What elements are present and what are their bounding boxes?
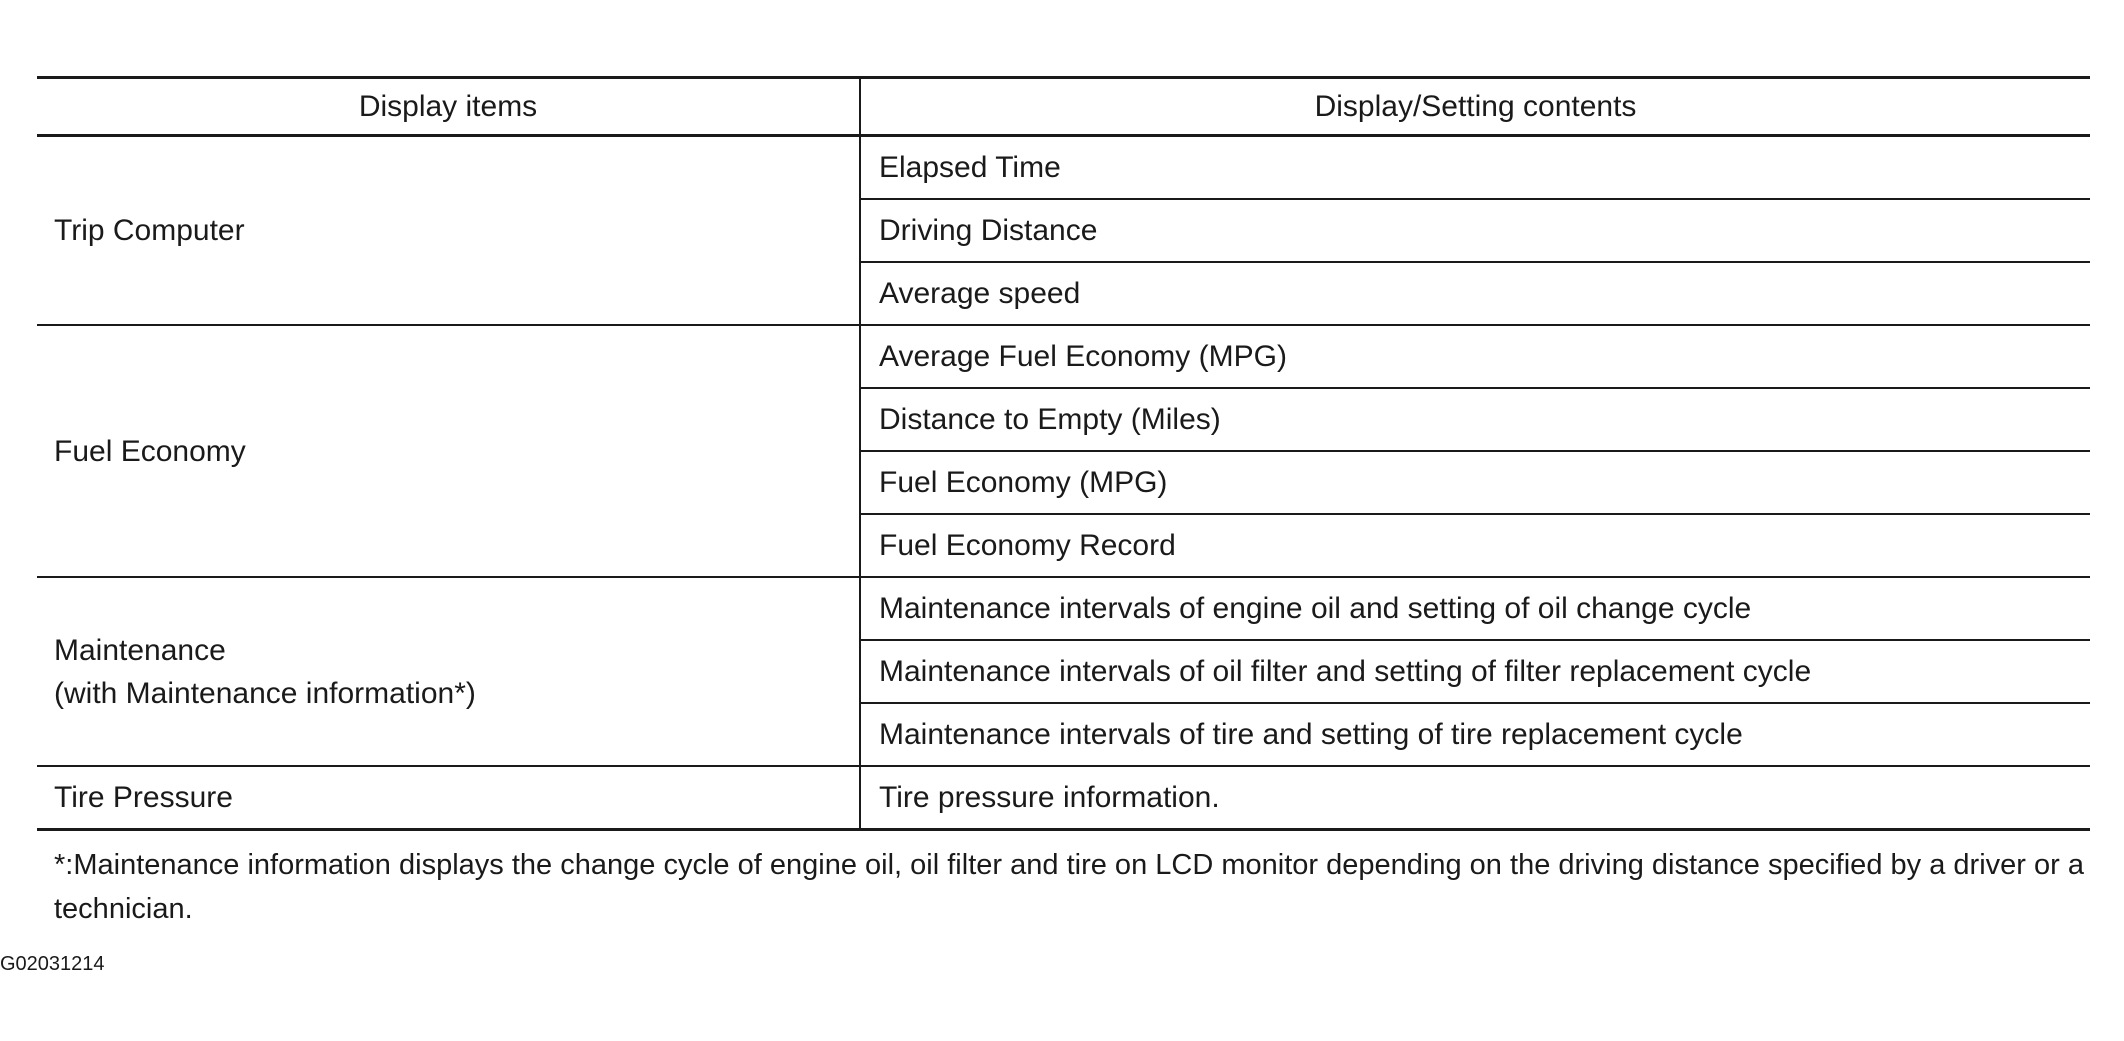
setting-content-cell: Distance to Empty (Miles) — [860, 388, 2090, 451]
setting-content-cell: Tire pressure information. — [860, 766, 2090, 830]
table-row — [37, 325, 2090, 388]
setting-content-cell: Fuel Economy Record — [860, 514, 2090, 577]
setting-content-cell: Fuel Economy (MPG) — [860, 451, 2090, 514]
setting-content-cell: Maintenance intervals of oil filter and setting of filter replacement cycle — [860, 640, 2090, 703]
display-item-maintenance-line-2: (with Maintenance information*) — [54, 676, 476, 710]
document — [37, 76, 2090, 931]
column-header-display-setting-contents: Display/Setting contents — [860, 78, 2090, 136]
setting-content-cell: Maintenance intervals of engine oil and setting of oil change cycle — [860, 577, 2090, 640]
column-header-display-items: Display items — [37, 78, 860, 136]
display-item-maintenance-line-1: Maintenance — [54, 633, 226, 667]
setting-content-cell: Average speed — [860, 262, 2090, 325]
table-row — [37, 577, 2090, 640]
figure-id: G02031214 — [0, 953, 105, 975]
setting-content-cell: Average Fuel Economy (MPG) — [860, 325, 2090, 388]
display-item-tire-pressure: Tire Pressure — [37, 766, 860, 830]
setting-content-cell: Maintenance intervals of tire and setting of tire replacement cycle — [860, 703, 2090, 766]
setting-content-cell: Elapsed Time — [860, 136, 2090, 200]
display-item-trip-computer: Trip Computer — [37, 136, 860, 326]
footnote: *:Maintenance information displays the change cycle of engine oil, oil filter and tire on LCD monitor depending on the driving distance specified by a driver or a technician. — [54, 849, 2084, 925]
display-item-maintenance — [37, 577, 860, 766]
display-item-fuel-economy: Fuel Economy — [37, 325, 860, 577]
display-items-table — [37, 76, 2090, 831]
table-header-row — [37, 78, 2090, 136]
setting-content-cell: Driving Distance — [860, 199, 2090, 262]
table-row — [37, 136, 2090, 200]
table-row — [37, 766, 2090, 830]
